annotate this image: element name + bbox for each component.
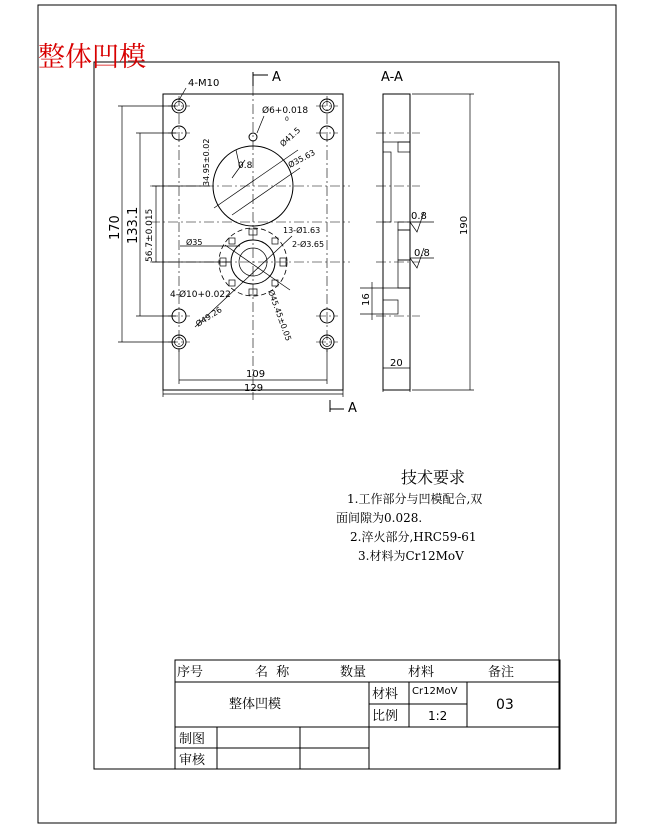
header-name: 名 称 bbox=[255, 665, 290, 680]
scale-value: 1:2 bbox=[428, 709, 448, 723]
label-2-d365: 2-Ø3.65 bbox=[292, 240, 325, 249]
section-mark-top: A bbox=[272, 70, 281, 85]
checked-by-label: 审核 bbox=[179, 753, 206, 768]
header-notes: 备注 bbox=[488, 665, 515, 680]
label-13-d163: 13-Ø1.63 bbox=[283, 226, 321, 235]
label-r08-top: 0.8 bbox=[238, 161, 253, 171]
header-quantity: 数量 bbox=[340, 665, 367, 680]
corner-holes bbox=[168, 96, 338, 352]
notes-line1a: 1.工作部分与凹模配合,双 bbox=[347, 492, 483, 506]
front-view-labels bbox=[145, 78, 324, 342]
label-d35: Ø35.63 bbox=[286, 148, 317, 170]
technical-notes bbox=[336, 468, 482, 563]
dim-16: 16 bbox=[361, 293, 372, 306]
roughness-2: 0.8 bbox=[414, 248, 430, 259]
header-material: 材料 bbox=[408, 665, 435, 680]
notes-line1b: 面间隙为0.028. bbox=[336, 511, 423, 525]
section-mark-bottom: A bbox=[348, 401, 357, 416]
title-block bbox=[175, 660, 560, 769]
dim-133: 133.1 bbox=[126, 206, 141, 244]
label-d6-tol: 0 bbox=[285, 116, 289, 123]
label-d41: Ø41.5 bbox=[278, 125, 303, 149]
material-value: Cr12MoV bbox=[412, 686, 458, 697]
label-4-m10: 4-M10 bbox=[188, 78, 220, 89]
material-label: 材料 bbox=[372, 687, 399, 702]
scale-label: 比例 bbox=[372, 709, 399, 724]
label-d6: Ø6+0.018 bbox=[262, 106, 309, 116]
label-dim34: 34.95±0.02 bbox=[202, 138, 211, 186]
drawing-title: 整体凹模 bbox=[38, 42, 146, 73]
notes-line3: 3.材料为Cr12MoV bbox=[358, 549, 464, 563]
section-label: A-A bbox=[381, 70, 403, 85]
drawing-number: 03 bbox=[496, 697, 514, 713]
dim-190: 190 bbox=[459, 215, 470, 235]
front-view bbox=[150, 70, 357, 416]
dim-129: 129 bbox=[244, 383, 264, 394]
notes-heading: 技术要求 bbox=[401, 468, 466, 487]
section-view bbox=[360, 70, 474, 392]
drawing-frame bbox=[94, 62, 559, 769]
part-name: 整体凹模 bbox=[229, 697, 282, 712]
label-d35b: Ø35 bbox=[186, 238, 203, 247]
dim-170: 170 bbox=[108, 215, 123, 240]
label-dim56: 56.7±0.015 bbox=[145, 208, 155, 262]
label-d49: Ø49.26 bbox=[194, 305, 224, 329]
label-4-d10: 4-Ø10+0.022 bbox=[170, 290, 231, 300]
roughness-1: 0.8 bbox=[411, 211, 427, 222]
notes-line2: 2.淬火部分,HRC59-61 bbox=[350, 530, 477, 544]
drawn-by-label: 制图 bbox=[179, 732, 206, 747]
dim-109: 109 bbox=[246, 369, 266, 380]
dim-20: 20 bbox=[390, 358, 403, 369]
header-index: 序号 bbox=[177, 665, 204, 680]
label-d4545: Ø45.45±0.05 bbox=[266, 288, 293, 343]
